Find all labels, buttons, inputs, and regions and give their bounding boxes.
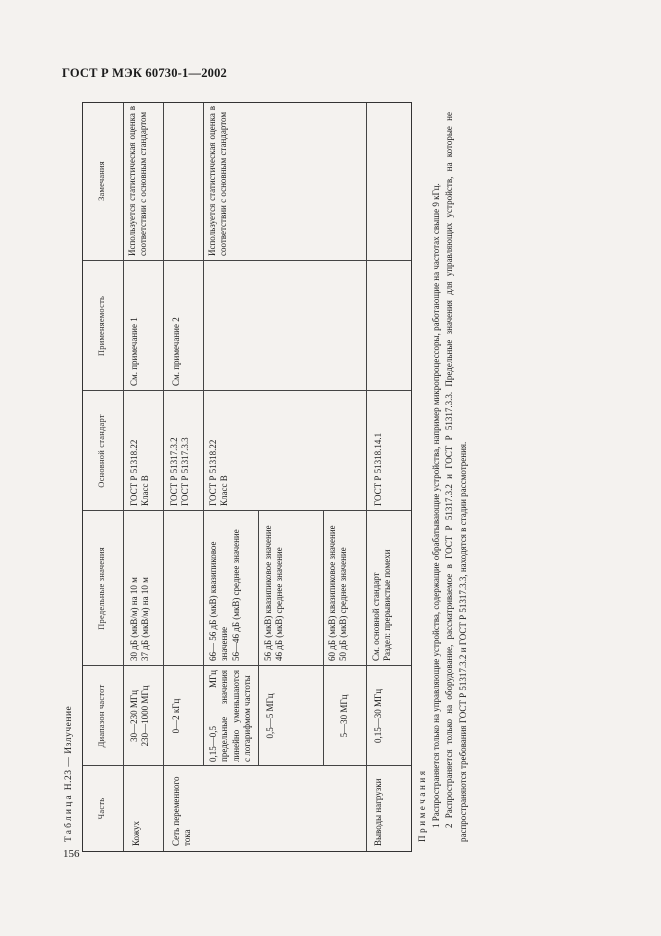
header-frequency-range: Диапазон частот <box>96 684 106 748</box>
table-caption <box>64 706 76 842</box>
row-mains-part: Сеть переменного тока <box>171 776 193 846</box>
table-caption-label: Таблица <box>64 793 74 842</box>
row-enclosure-part: Кожух <box>131 820 141 846</box>
row-mains-limits-b: 66— 56 дБ (мкВ) квазипиковое значение 56—46 дБ (мкВ) среднее значение <box>208 529 241 661</box>
notes-title: Примечания <box>417 768 427 842</box>
note-1: 1 Распространяется только на управляющие устройства, содержащие обрабатывающие устройства, например микропроцессоры, работающие на частотах свыше 9 кГц. <box>430 183 441 828</box>
row-mains-standard-a: ГОСТ Р 51317.3.2 ГОСТ Р 51317.3.3 <box>169 437 191 506</box>
row-mains-limits-d: 60 дБ (мкВ) квазипиковое значение 50 дБ (мкВ) среднее значение <box>327 525 349 661</box>
row-enclosure-applicability: См. примечание 1 <box>129 317 139 386</box>
page-number: 156 <box>63 848 80 860</box>
row-load-limits: См. основной стандарт Раздел: прерывистые помехи <box>371 549 393 661</box>
row-enclosure-range: 30—230 МГц 230—1000 МГц <box>129 685 151 747</box>
row-mains-range-b: 0,15—0,5 МГц предельные значения линейно уменьшаются с логарифмом частоты <box>208 670 252 762</box>
rotated-table-section <box>60 102 535 852</box>
note-2: 2 Распространяется только на оборудование, рассматриваемое в ГОСТ Р 51317.3.2 и ГОСТ Р 51317.3.3. Предельные значения для управляющих устройств, на которые не распространяются требования ГОСТ Р 51317.3.2 и ГОСТ Р 51317.3.3, находятся в стадии рассмотрения. <box>444 112 468 842</box>
row-load-range: 0,15—30 МГц <box>373 688 383 744</box>
header-basic-standard: Основной стандарт <box>96 414 106 488</box>
row-load-standard: ГОСТ Р 51318.14.1 <box>373 432 383 506</box>
row-mains-limits-c: 56 дБ (мкВ) квазипиковое значение 46 дБ (мкВ) среднее значение <box>263 525 285 661</box>
row-mains-range-d: 5—30 МГц <box>339 694 349 738</box>
row-mains-range-a: 0—2 кГц <box>171 698 181 734</box>
header-remarks: Замечания <box>96 161 106 201</box>
row-mains-remarks-b: Используется статистическая оценка в соответствии с основным стандартом <box>207 106 229 256</box>
row-load-part: Выводы нагрузки <box>373 778 383 846</box>
row-mains-range-c: 0,5—5 МГц <box>265 693 275 739</box>
header-part: Часть <box>96 797 106 820</box>
row-mains-applicability-a: См. примечание 2 <box>171 317 181 386</box>
row-mains-standard-b: ГОСТ Р 51318.22 Класс В <box>208 439 230 506</box>
row-enclosure-standard: ГОСТ Р 51318.22 Класс В <box>129 439 151 506</box>
header-limits: Предельные значения <box>96 547 106 630</box>
document-header: ГОСТ Р МЭК 60730-1—2002 <box>62 66 227 80</box>
table-notes <box>416 112 470 842</box>
table-caption-title: Н.23 — Излучение <box>64 705 74 791</box>
row-enclosure-limits: 30 дБ (мкВ/м) на 10 м 37 дБ (мкВ/м) на 10 м <box>129 577 151 661</box>
header-applicability: Применяемость <box>96 295 106 357</box>
emission-table <box>82 102 412 852</box>
row-enclosure-remarks: Используется статистическая оценка в соответствии с основным стандартом <box>127 106 149 256</box>
